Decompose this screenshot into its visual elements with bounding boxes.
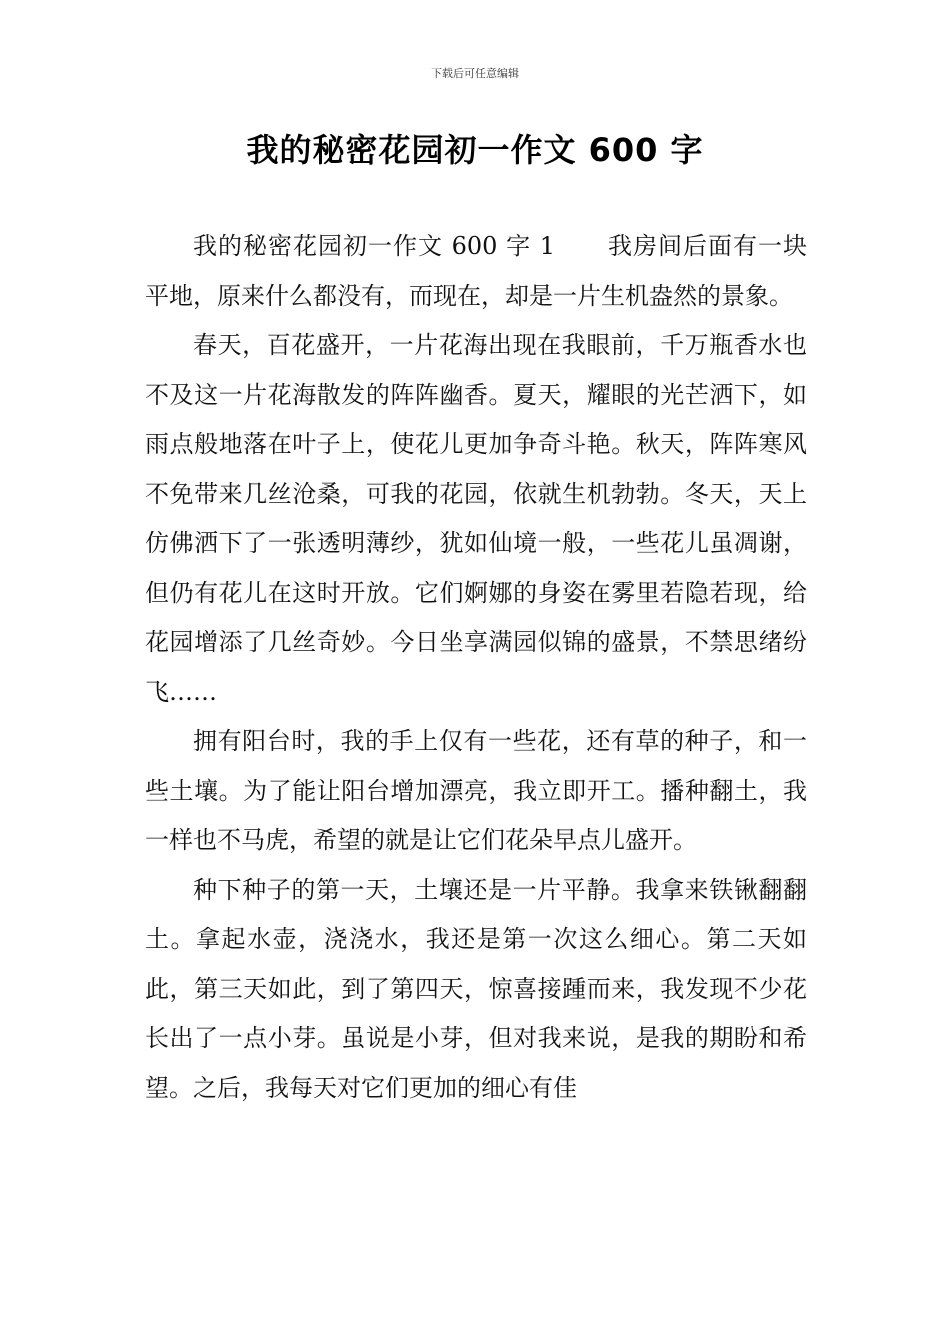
document-body [145, 222, 807, 1113]
document-title: 我的秘密花园初一作文 600 字 [246, 131, 704, 169]
paragraph-2: 春天，百花盛开，一片花海出现在我眼前，千万瓶香水也不及这一片花海散发的阵阵幽香。夏天，耀眼的光芒洒下，如雨点般地落在叶子上，使花儿更加争奇斗艳。秋天，阵阵寒风不免带来几丝沧桑，可我的花园，依就生机勃勃。冬天，天上仿佛洒下了一张透明薄纱，犹如仙境一般，一些花儿虽凋谢，但仍有花儿在这时开放。它们婀娜的身姿在雾里若隐若现，给花园增添了几丝奇妙。今日坐享满园似锦的盛景，不禁思绪纷飞…… [145, 331, 807, 706]
paragraph-4: 种下种子的第一天，土壤还是一片平静。我拿来铁锹翻翻土。拿起水壶，浇浇水，我还是第一次这么细心。第二天如此，第三天如此，到了第四天，惊喜接踵而来，我发现不少花长出了一点小芽。虽说是小芽，但对我来说，是我的期盼和希望。之后，我每天对它们更加的细心有佳 [145, 875, 807, 1102]
paragraph-3: 拥有阳台时，我的手上仅有一些花，还有草的种子，和一些土壤。为了能让阳台增加漂亮，我立即开工。播种翻土，我一样也不马虎，希望的就是让它们花朵早点儿盛开。 [145, 727, 807, 854]
paragraph-1-lead: 我的秘密花园初一作文 600 字 1 [193, 232, 555, 260]
paragraph-1-text: 我房间后面有一块平地，原来什么都没有，而现在，却是一片生机盎然的景象。 [145, 232, 807, 310]
header-note: 下载后可任意编辑 [431, 67, 519, 80]
paragraph-1 [145, 222, 807, 321]
